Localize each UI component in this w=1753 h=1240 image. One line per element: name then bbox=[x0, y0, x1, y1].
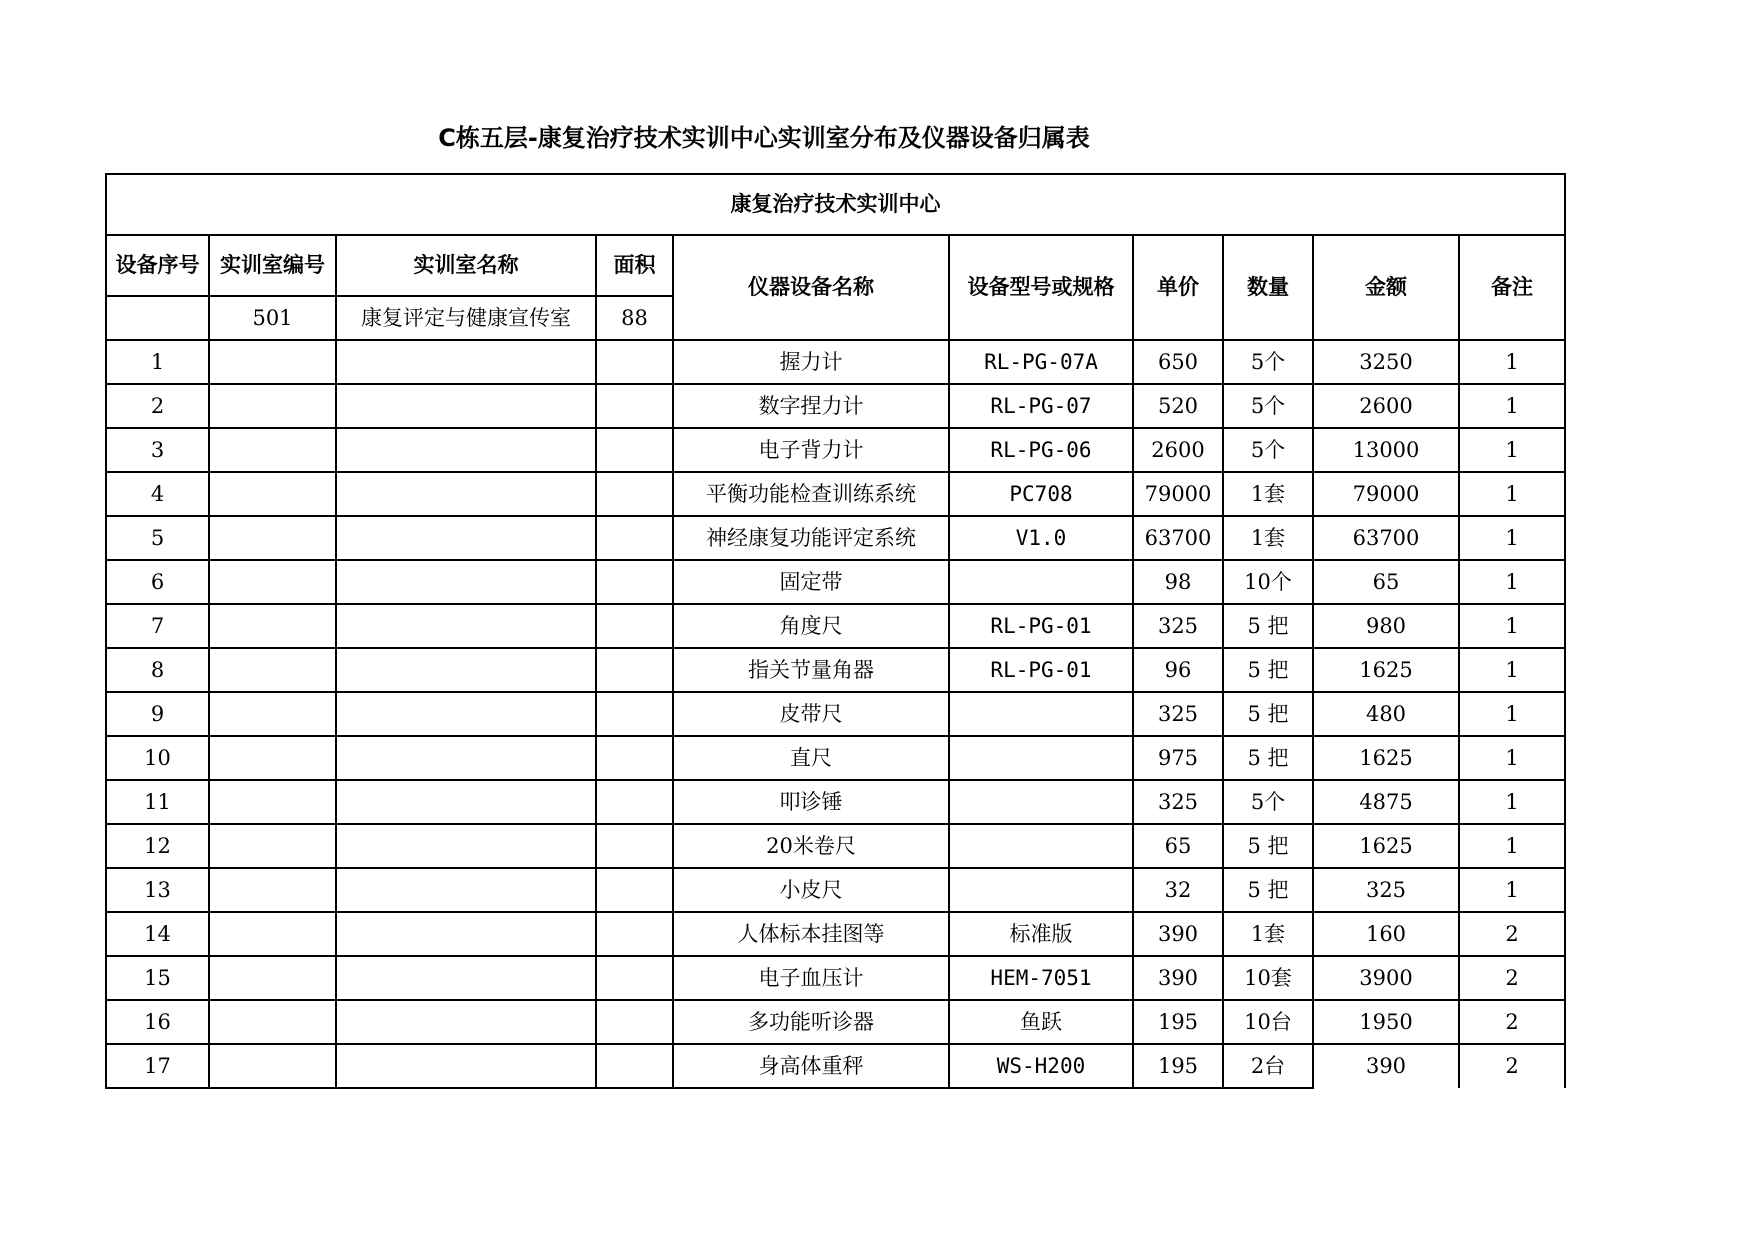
row-area bbox=[596, 560, 673, 604]
row-room-name bbox=[336, 692, 596, 736]
row-room-no bbox=[209, 604, 336, 648]
row-unit-price: 975 bbox=[1133, 736, 1223, 780]
table-row bbox=[106, 824, 1565, 868]
row-room-name bbox=[336, 428, 596, 472]
page-title: C栋五层-康复治疗技术实训中心实训室分布及仪器设备归属表 bbox=[438, 124, 1090, 152]
row-model: RL-PG-06 bbox=[949, 428, 1133, 472]
row-unit-price: 79000 bbox=[1133, 472, 1223, 516]
row-seq: 17 bbox=[106, 1044, 209, 1088]
row-quantity: 1套 bbox=[1223, 472, 1313, 516]
row-room-no bbox=[209, 1000, 336, 1044]
row-quantity: 2台 bbox=[1223, 1044, 1313, 1088]
row-room-name bbox=[336, 1044, 596, 1088]
header-seq: 设备序号 bbox=[106, 235, 209, 296]
row-remark: 1 bbox=[1459, 560, 1565, 604]
row-model: WS-H200 bbox=[949, 1044, 1133, 1088]
row-room-name bbox=[336, 472, 596, 516]
row-amount: 1625 bbox=[1313, 736, 1459, 780]
row-area bbox=[596, 472, 673, 516]
row-seq: 14 bbox=[106, 912, 209, 956]
row-room-name bbox=[336, 824, 596, 868]
row-remark: 1 bbox=[1459, 428, 1565, 472]
row-unit-price: 96 bbox=[1133, 648, 1223, 692]
row-room-name bbox=[336, 956, 596, 1000]
header-area: 面积 bbox=[596, 235, 673, 296]
row-room-no bbox=[209, 736, 336, 780]
row-model: RL-PG-01 bbox=[949, 604, 1133, 648]
row-quantity: 1套 bbox=[1223, 912, 1313, 956]
row-area bbox=[596, 824, 673, 868]
row-quantity: 1套 bbox=[1223, 516, 1313, 560]
row-remark: 1 bbox=[1459, 472, 1565, 516]
row-room-no bbox=[209, 956, 336, 1000]
row-quantity: 5个 bbox=[1223, 340, 1313, 384]
row-unit-price: 520 bbox=[1133, 384, 1223, 428]
row-unit-price: 98 bbox=[1133, 560, 1223, 604]
table-row bbox=[106, 1000, 1565, 1044]
row-amount: 1625 bbox=[1313, 824, 1459, 868]
row-area bbox=[596, 912, 673, 956]
table-row bbox=[106, 912, 1565, 956]
room-seq bbox=[106, 296, 209, 340]
row-room-no bbox=[209, 648, 336, 692]
row-quantity: 10台 bbox=[1223, 1000, 1313, 1044]
row-equipment-name: 20米卷尺 bbox=[673, 824, 949, 868]
row-model: RL-PG-07 bbox=[949, 384, 1133, 428]
row-seq: 11 bbox=[106, 780, 209, 824]
row-room-name bbox=[336, 604, 596, 648]
row-room-no bbox=[209, 692, 336, 736]
table-row bbox=[106, 780, 1565, 824]
row-model bbox=[949, 868, 1133, 912]
row-unit-price: 390 bbox=[1133, 956, 1223, 1000]
row-amount: 980 bbox=[1313, 604, 1459, 648]
row-room-no bbox=[209, 780, 336, 824]
row-quantity: 10个 bbox=[1223, 560, 1313, 604]
table-row bbox=[106, 1044, 1565, 1088]
row-area bbox=[596, 516, 673, 560]
row-area bbox=[596, 340, 673, 384]
row-remark: 1 bbox=[1459, 868, 1565, 912]
row-model bbox=[949, 824, 1133, 868]
row-model: 标准版 bbox=[949, 912, 1133, 956]
table-row bbox=[106, 736, 1565, 780]
row-amount: 79000 bbox=[1313, 472, 1459, 516]
row-room-no bbox=[209, 1044, 336, 1088]
row-amount: 3250 bbox=[1313, 340, 1459, 384]
row-area bbox=[596, 648, 673, 692]
row-quantity: 5 把 bbox=[1223, 868, 1313, 912]
row-model bbox=[949, 560, 1133, 604]
row-seq: 5 bbox=[106, 516, 209, 560]
row-amount: 325 bbox=[1313, 868, 1459, 912]
row-equipment-name: 电子血压计 bbox=[673, 956, 949, 1000]
row-unit-price: 195 bbox=[1133, 1000, 1223, 1044]
row-quantity: 5个 bbox=[1223, 428, 1313, 472]
row-unit-price: 63700 bbox=[1133, 516, 1223, 560]
row-room-name bbox=[336, 340, 596, 384]
row-area bbox=[596, 736, 673, 780]
row-amount: 1625 bbox=[1313, 648, 1459, 692]
row-seq: 7 bbox=[106, 604, 209, 648]
row-quantity: 5 把 bbox=[1223, 824, 1313, 868]
row-room-name bbox=[336, 560, 596, 604]
row-amount: 65 bbox=[1313, 560, 1459, 604]
row-remark: 2 bbox=[1459, 1044, 1565, 1088]
row-equipment-name: 数字捏力计 bbox=[673, 384, 949, 428]
row-room-no bbox=[209, 384, 336, 428]
row-amount: 480 bbox=[1313, 692, 1459, 736]
row-seq: 9 bbox=[106, 692, 209, 736]
row-equipment-name: 皮带尺 bbox=[673, 692, 949, 736]
row-equipment-name: 指关节量角器 bbox=[673, 648, 949, 692]
row-seq: 4 bbox=[106, 472, 209, 516]
row-area bbox=[596, 1000, 673, 1044]
row-equipment-name: 神经康复功能评定系统 bbox=[673, 516, 949, 560]
table-row bbox=[106, 384, 1565, 428]
row-unit-price: 325 bbox=[1133, 780, 1223, 824]
table-row bbox=[106, 560, 1565, 604]
row-quantity: 5 把 bbox=[1223, 692, 1313, 736]
row-quantity: 10套 bbox=[1223, 956, 1313, 1000]
equipment-table bbox=[105, 173, 1566, 1089]
row-room-no bbox=[209, 560, 336, 604]
header-room-name: 实训室名称 bbox=[336, 235, 596, 296]
row-amount: 63700 bbox=[1313, 516, 1459, 560]
row-equipment-name: 平衡功能检查训练系统 bbox=[673, 472, 949, 516]
room-area: 88 bbox=[596, 296, 673, 340]
row-seq: 15 bbox=[106, 956, 209, 1000]
row-amount: 2600 bbox=[1313, 384, 1459, 428]
row-equipment-name: 固定带 bbox=[673, 560, 949, 604]
row-room-no bbox=[209, 340, 336, 384]
row-model: 鱼跃 bbox=[949, 1000, 1133, 1044]
row-area bbox=[596, 956, 673, 1000]
header-equipment: 仪器设备名称 bbox=[673, 235, 949, 340]
table-row bbox=[106, 868, 1565, 912]
row-equipment-name: 多功能听诊器 bbox=[673, 1000, 949, 1044]
row-unit-price: 2600 bbox=[1133, 428, 1223, 472]
row-amount: 4875 bbox=[1313, 780, 1459, 824]
row-seq: 3 bbox=[106, 428, 209, 472]
row-room-no bbox=[209, 428, 336, 472]
row-unit-price: 390 bbox=[1133, 912, 1223, 956]
row-remark: 1 bbox=[1459, 604, 1565, 648]
row-quantity: 5 把 bbox=[1223, 604, 1313, 648]
header-amount: 金额 bbox=[1313, 235, 1459, 340]
row-remark: 1 bbox=[1459, 516, 1565, 560]
table-row bbox=[106, 428, 1565, 472]
row-seq: 10 bbox=[106, 736, 209, 780]
row-room-no bbox=[209, 868, 336, 912]
row-area bbox=[596, 780, 673, 824]
header-model: 设备型号或规格 bbox=[949, 235, 1133, 340]
row-room-no bbox=[209, 472, 336, 516]
row-room-name bbox=[336, 1000, 596, 1044]
row-room-no bbox=[209, 516, 336, 560]
header-room-no: 实训室编号 bbox=[209, 235, 336, 296]
row-unit-price: 65 bbox=[1133, 824, 1223, 868]
row-remark: 1 bbox=[1459, 384, 1565, 428]
row-model bbox=[949, 736, 1133, 780]
row-quantity: 5个 bbox=[1223, 780, 1313, 824]
row-remark: 1 bbox=[1459, 648, 1565, 692]
row-area bbox=[596, 692, 673, 736]
room-name: 康复评定与健康宣传室 bbox=[336, 296, 596, 340]
row-room-name bbox=[336, 780, 596, 824]
row-model bbox=[949, 692, 1133, 736]
row-equipment-name: 电子背力计 bbox=[673, 428, 949, 472]
row-room-name bbox=[336, 384, 596, 428]
row-amount: 1950 bbox=[1313, 1000, 1459, 1044]
row-seq: 6 bbox=[106, 560, 209, 604]
row-equipment-name: 身高体重秤 bbox=[673, 1044, 949, 1088]
row-seq: 2 bbox=[106, 384, 209, 428]
row-model: RL-PG-07A bbox=[949, 340, 1133, 384]
row-remark: 1 bbox=[1459, 824, 1565, 868]
row-seq: 1 bbox=[106, 340, 209, 384]
center-name: 康复治疗技术实训中心 bbox=[106, 174, 1565, 235]
row-unit-price: 325 bbox=[1133, 692, 1223, 736]
row-amount: 160 bbox=[1313, 912, 1459, 956]
header-quantity: 数量 bbox=[1223, 235, 1313, 340]
row-equipment-name: 角度尺 bbox=[673, 604, 949, 648]
header-unit-price: 单价 bbox=[1133, 235, 1223, 340]
row-remark: 2 bbox=[1459, 1000, 1565, 1044]
row-room-name bbox=[336, 912, 596, 956]
row-seq: 8 bbox=[106, 648, 209, 692]
row-seq: 12 bbox=[106, 824, 209, 868]
row-unit-price: 325 bbox=[1133, 604, 1223, 648]
row-amount: 13000 bbox=[1313, 428, 1459, 472]
row-model bbox=[949, 780, 1133, 824]
row-room-name bbox=[336, 736, 596, 780]
row-unit-price: 195 bbox=[1133, 1044, 1223, 1088]
row-seq: 16 bbox=[106, 1000, 209, 1044]
row-model: PC708 bbox=[949, 472, 1133, 516]
row-unit-price: 650 bbox=[1133, 340, 1223, 384]
row-model: V1.0 bbox=[949, 516, 1133, 560]
table-row bbox=[106, 956, 1565, 1000]
row-model: HEM-7051 bbox=[949, 956, 1133, 1000]
row-area bbox=[596, 604, 673, 648]
row-remark: 2 bbox=[1459, 912, 1565, 956]
row-equipment-name: 叩诊锤 bbox=[673, 780, 949, 824]
row-area bbox=[596, 384, 673, 428]
header-remark: 备注 bbox=[1459, 235, 1565, 340]
row-area bbox=[596, 1044, 673, 1088]
row-room-no bbox=[209, 912, 336, 956]
row-quantity: 5 把 bbox=[1223, 648, 1313, 692]
row-unit-price: 32 bbox=[1133, 868, 1223, 912]
row-room-name bbox=[336, 868, 596, 912]
table-row bbox=[106, 516, 1565, 560]
row-equipment-name: 直尺 bbox=[673, 736, 949, 780]
row-seq: 13 bbox=[106, 868, 209, 912]
row-remark: 1 bbox=[1459, 340, 1565, 384]
row-amount: 3900 bbox=[1313, 956, 1459, 1000]
row-equipment-name: 小皮尺 bbox=[673, 868, 949, 912]
row-quantity: 5 把 bbox=[1223, 736, 1313, 780]
row-room-no bbox=[209, 824, 336, 868]
row-room-name bbox=[336, 516, 596, 560]
row-remark: 2 bbox=[1459, 956, 1565, 1000]
row-area bbox=[596, 868, 673, 912]
table-row bbox=[106, 604, 1565, 648]
row-remark: 1 bbox=[1459, 780, 1565, 824]
row-room-name bbox=[336, 648, 596, 692]
row-remark: 1 bbox=[1459, 736, 1565, 780]
row-remark: 1 bbox=[1459, 692, 1565, 736]
row-equipment-name: 人体标本挂图等 bbox=[673, 912, 949, 956]
table-row bbox=[106, 472, 1565, 516]
row-model: RL-PG-01 bbox=[949, 648, 1133, 692]
row-quantity: 5个 bbox=[1223, 384, 1313, 428]
table-row bbox=[106, 692, 1565, 736]
row-area bbox=[596, 428, 673, 472]
table-row bbox=[106, 648, 1565, 692]
room-number: 501 bbox=[209, 296, 336, 340]
row-amount: 390 bbox=[1313, 1044, 1459, 1088]
row-equipment-name: 握力计 bbox=[673, 340, 949, 384]
table-row bbox=[106, 340, 1565, 384]
